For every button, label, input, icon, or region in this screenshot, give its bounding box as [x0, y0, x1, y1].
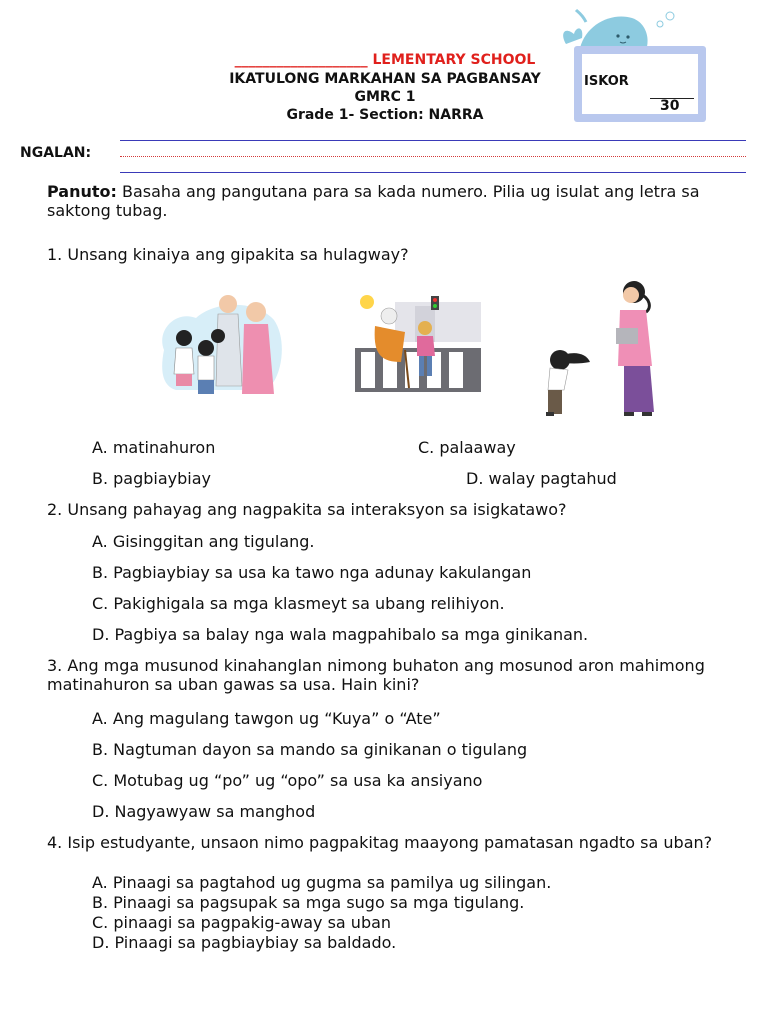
school-blank: ___________________ — [234, 52, 368, 68]
name-label: NGALAN: — [20, 145, 92, 161]
name-field-line[interactable] — [120, 156, 746, 157]
q3-choice-c: C. Motubag ug “po” ug “opo” sa usa ka ansiyano — [92, 771, 483, 790]
grade-section: Grade 1- Section: NARRA — [286, 107, 484, 123]
instructions — [47, 182, 737, 220]
q1-choice-b: B. pagbiaybiay — [92, 469, 212, 488]
score-label: ISKOR — [584, 74, 629, 89]
q2-choice-b: B. Pagbiaybiay sa usa ka tawo nga adunay kakulangan — [92, 563, 532, 582]
family-illustration-icon — [156, 290, 286, 412]
subject-title: GMRC 1 — [354, 89, 416, 105]
q4-choice-b: B. Pinaagi sa pagsupak sa mga sugo sa mga tigulang. — [92, 893, 525, 912]
school-label: LEMENTARY SCHOOL — [367, 52, 536, 68]
q2-choice-a: A. Gisinggitan ang tigulang. — [92, 532, 315, 551]
question-3: 3. Ang mga musunod kinahanglan nimong buhaton ang mosunod aron mahimong matinahuron sa uban gawas sa usa. Hain kini? — [47, 656, 705, 694]
q3-choice-d: D. Nagyawyaw sa manghod — [92, 802, 316, 821]
q2-choice-d: D. Pagbiya sa balay nga wala magpahibalo sa mga ginikanan. — [92, 625, 589, 644]
question-1: 1. Unsang kinaiya ang gipakita sa hulagway? — [47, 245, 409, 264]
instructions-text: Basaha ang pangutana para sa kada numero. Pilia ug isulat ang letra sa saktong tubag. — [47, 182, 700, 220]
q1-choice-a: A. matinahuron — [92, 438, 216, 457]
score-box-inner — [582, 54, 698, 114]
name-rule-bottom — [120, 172, 746, 173]
crossing-street-illustration-icon — [355, 292, 481, 392]
score-box — [574, 46, 706, 122]
q2-choice-c: C. Pakighigala sa mga klasmeyt sa ubang relihiyon. — [92, 594, 505, 613]
q3-choice-b: B. Nagtuman dayon sa mando sa ginikanan o tigulang — [92, 740, 528, 759]
q4-choice-a: A. Pinaagi sa pagtahod ug gugma sa pamilya ug silingan. — [92, 873, 552, 892]
bowing-illustration-icon — [540, 278, 670, 420]
score-total: 30 — [660, 98, 680, 114]
exam-title: IKATULONG MARKAHAN SA PAGBANSAY — [229, 71, 541, 87]
q4-choice-d: D. Pinaagi sa pagbiaybiay sa baldado. — [92, 933, 397, 952]
question-4: 4. Isip estudyante, unsaon nimo pagpakitag maayong pamatasan ngadto sa uban? — [47, 833, 713, 852]
q3-choice-a: A. Ang magulang tawgon ug “Kuya” o “Ate” — [92, 709, 441, 728]
instructions-label: Panuto: — [47, 182, 117, 201]
q1-choice-c: C. palaaway — [418, 438, 516, 457]
question-2: 2. Unsang pahayag ang nagpakita sa interaksyon sa isigkatawo? — [47, 500, 567, 519]
school-name — [180, 51, 590, 69]
q4-choice-c: C. pinaagi sa pagpakig-away sa uban — [92, 913, 392, 932]
name-rule-top — [120, 140, 746, 141]
q1-choice-d: D. walay pagtahud — [466, 469, 617, 488]
